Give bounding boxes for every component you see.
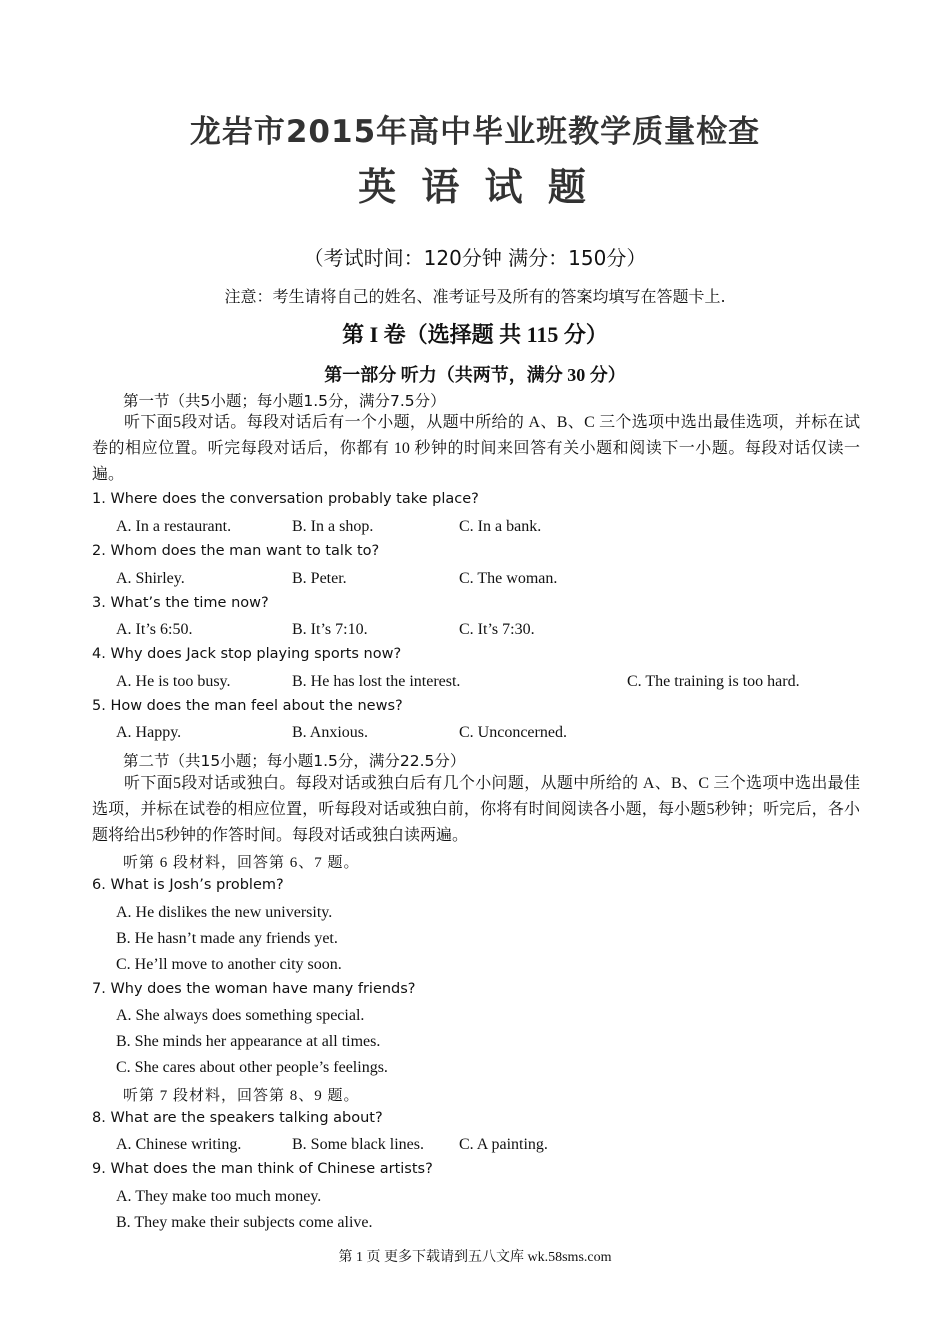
question-stem: 5. How does the man feel about the news?: [92, 698, 403, 714]
exam-notice: 注意：考生请将自己的姓名、准考证号及所有的答案均填写在答题卡上.: [224, 287, 726, 306]
option-a: A. He is too busy.: [116, 673, 231, 690]
option-c: C. Unconcerned.: [459, 724, 567, 741]
option-b: B. In a shop.: [292, 518, 374, 535]
question-stem: 6. What is Josh’s problem?: [92, 877, 284, 893]
section1-instructions: 听下面5段对话。每段对话后有一个小题，从题中所给的 A、B、C 三个选项中选出最佳选项，并标在试卷的相应位置。听完每段对话后，你都有 10 秒钟的时间来回答有关小题和阅读下一小题。每段对话仅读一遍。: [92, 414, 860, 483]
section2-title: 第二节（共15小题；每小题1.5分，满分22.5分）: [123, 752, 466, 770]
question-stem: 9. What does the man think of Chinese artists?: [92, 1161, 433, 1177]
question-stem: 3. What’s the time now?: [92, 595, 269, 611]
option-a: A. Shirley.: [116, 570, 185, 587]
option-c: C. She cares about other people’s feelings.: [116, 1059, 388, 1076]
page-footer: 第 1 页 更多下载请到五八文库 wk.58sms.com: [338, 1250, 612, 1265]
subject-title: 英 语 试 题: [358, 165, 592, 209]
option-a: A. She always does something special.: [116, 1007, 365, 1024]
option-b: B. He hasn’t made any friends yet.: [116, 930, 338, 947]
exam-title: 龙岩市2015年高中毕业班教学质量检查: [189, 114, 761, 150]
option-b: B. She minds her appearance at all times.: [116, 1033, 381, 1050]
option-a: A. Happy.: [116, 724, 182, 741]
part-title: 第一部分 听力（共两节，满分 30 分）: [324, 365, 626, 385]
option-c: C. He’ll move to another city soon.: [116, 956, 342, 973]
option-c: C. In a bank.: [459, 518, 542, 535]
option-c: C. The woman.: [459, 570, 558, 587]
question-stem: 1. Where does the conversation probably take place?: [92, 491, 479, 507]
listening-cue: 听第 6 段材料，回答第 6、7 题。: [123, 855, 360, 871]
section2-instructions: 听下面5段对话或独白。每段对话或独白后有几个小问题，从题中所给的 A、B、C 三个选项中选出最佳选项，并标在试卷的相应位置，听每段对话或独白前，你将有时间阅读各小题，每小题5秒钟；听完后，各小题将给出5秒钟的作答时间。每段对话或独白读两遍。: [92, 775, 860, 844]
option-b: B. Some black lines.: [292, 1136, 424, 1153]
option-c: C. It’s 7:30.: [459, 621, 535, 638]
option-c: C. A painting.: [459, 1136, 548, 1153]
volume-title: 第 I 卷（选择题 共 115 分）: [342, 322, 608, 347]
option-b: B. They make their subjects come alive.: [116, 1214, 373, 1231]
option-b: B. It’s 7:10.: [292, 621, 368, 638]
question-stem: 8. What are the speakers talking about?: [92, 1110, 383, 1126]
option-b: B. He has lost the interest.: [292, 673, 461, 690]
option-a: A. He dislikes the new university.: [116, 904, 333, 921]
option-b: B. Anxious.: [292, 724, 369, 741]
option-a: A. It’s 6:50.: [116, 621, 193, 638]
listening-cue: 听第 7 段材料，回答第 8、9 题。: [123, 1088, 360, 1104]
section1-title: 第一节（共5小题；每小题1.5分，满分7.5分）: [123, 392, 446, 410]
option-a: A. They make too much money.: [116, 1188, 322, 1205]
option-a: A. Chinese writing.: [116, 1136, 242, 1153]
question-stem: 2. Whom does the man want to talk to?: [92, 543, 380, 559]
option-c: C. The training is too hard.: [627, 673, 800, 690]
option-b: B. Peter.: [292, 570, 347, 587]
question-stem: 4. Why does Jack stop playing sports now?: [92, 646, 402, 662]
option-a: A. In a restaurant.: [116, 518, 232, 535]
exam-time-info: （考试时间：120分钟 满分：150分）: [303, 246, 647, 270]
question-stem: 7. Why does the woman have many friends?: [92, 981, 416, 997]
